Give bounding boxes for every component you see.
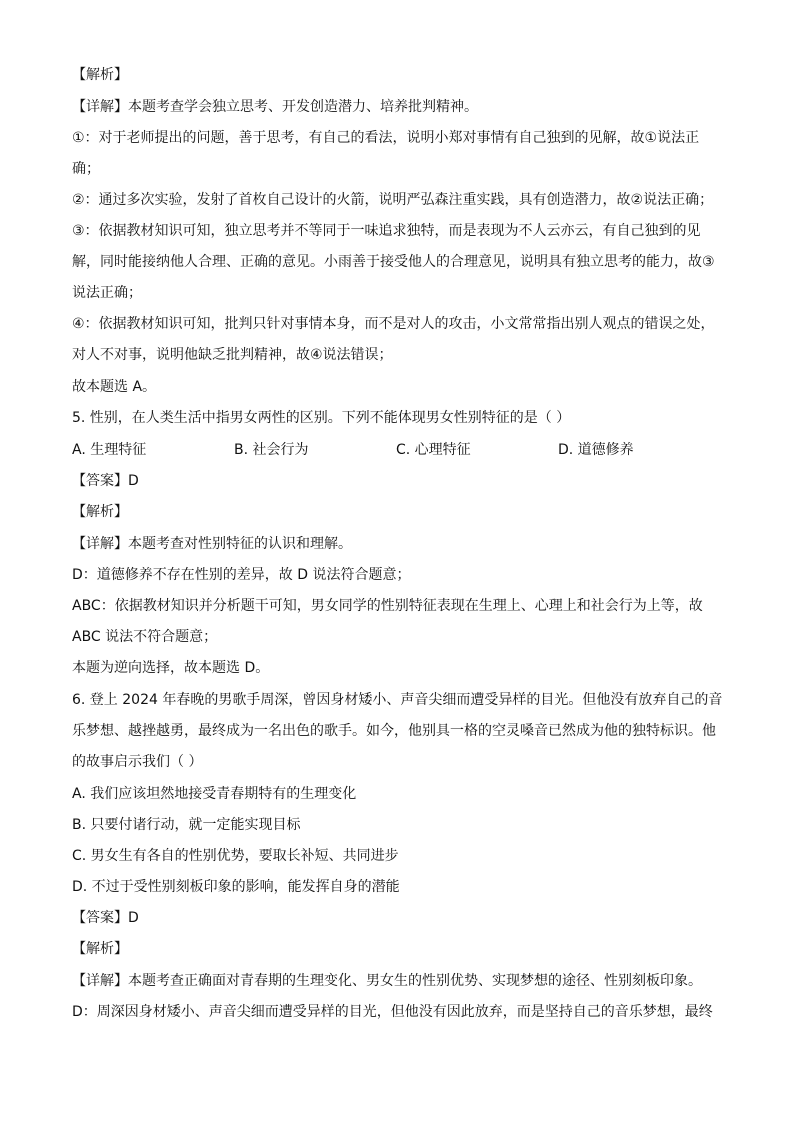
conclusion-line: 本题为逆向选择，故本题选 D。 — [72, 660, 270, 676]
detail-line: 【详解】本题考查学会独立思考、开发创造潜力、培养批判精神。 — [72, 99, 478, 115]
q6-answer: 【答案】D — [72, 910, 139, 926]
q5-option-d: D. 道德修养 — [558, 442, 634, 458]
q6-detail-line: 【详解】本题考查正确面对青春期的生理变化、男女生的性别优势、实现梦想的途径、性别刻板印象。 — [72, 973, 702, 989]
question-6-stem: 6. 登上 2024 年春晚的男歌手周深，曾因身材矮小、声音尖细而遭受异样的目光。但他没有放弃自己的音 — [72, 692, 723, 708]
q6-option-c: C. 男女生有各自的性别优势，要取长补短、共同进步 — [72, 848, 399, 864]
paragraph-line: ①：对于老师提出的问题，善于思考，有自己的看法，说明小郑对事情有自己独到的见解，故①说法正 — [72, 130, 700, 146]
paragraph-line: ④：依据教材知识可知，批判只针对事情本身，而不是对人的攻击，小文常常指出别人观点的错误之处， — [72, 316, 715, 332]
paragraph-line: 对人不对事，说明他缺乏批判精神，故④说法错误； — [72, 347, 393, 363]
q5-analysis-heading: 【解析】 — [72, 504, 128, 520]
q6-option-a: A. 我们应该坦然地接受青春期特有的生理变化 — [72, 786, 357, 802]
q5-option-c: C. 心理特征 — [396, 442, 471, 458]
paragraph-line: 解，同时能接纳他人合理、正确的意见。小雨善于接受他人的合理意见，说明具有独立思考的能力，故③ — [72, 254, 715, 270]
q5-option-a: A. 生理特征 — [72, 442, 147, 458]
paragraph-line: 说法正确； — [72, 285, 142, 301]
q5-option-b: B. 社会行为 — [234, 442, 309, 458]
paragraph-line: ③：依据教材知识可知，独立思考并不等同于一味追求独特，而是表现为不人云亦云，有自己独到的见 — [72, 223, 701, 239]
paragraph-line: ②：通过多次实验，发射了首枚自己设计的火箭，说明严弘森注重实践，具有创造潜力，故②说法正确； — [72, 192, 714, 208]
q6-option-b: B. 只要付诸行动，就一定能实现目标 — [72, 817, 301, 833]
paragraph-line: ABC 说法不符合题意； — [72, 629, 218, 645]
q6-option-d: D. 不过于受性别刻板印象的影响，能发挥自身的潜能 — [72, 879, 400, 895]
conclusion-line: 故本题选 A。 — [72, 379, 157, 395]
q5-answer: 【答案】D — [72, 473, 139, 489]
paragraph-line: ABC：依据教材知识并分析题干可知，男女同学的性别特征表现在生理上、心理上和社会行为上等，故 — [72, 598, 703, 614]
q5-detail-line: 【详解】本题考查对性别特征的认识和理解。 — [72, 536, 352, 552]
analysis-heading: 【解析】 — [72, 67, 128, 83]
question-6-stem: 乐梦想、越挫越勇，最终成为一名出色的歌手。如今，他别具一格的空灵嗓音已然成为他的独特标识。他 — [72, 723, 716, 739]
question-6-stem: 的故事启示我们（ ） — [72, 754, 203, 770]
paragraph-line: 确； — [72, 161, 100, 177]
q6-analysis-heading: 【解析】 — [72, 941, 128, 957]
question-5-stem: 5. 性别，在人类生活中指男女两性的区别。下列不能体现男女性别特征的是（ ） — [72, 410, 571, 426]
paragraph-line: D：周深因身材矮小、声音尖细而遭受异样的目光，但他没有因此放弃，而是坚持自己的音乐梦想，最终 — [72, 1004, 713, 1020]
paragraph-line: D：道德修养不存在性别的差异，故 D 说法符合题意； — [72, 567, 411, 583]
